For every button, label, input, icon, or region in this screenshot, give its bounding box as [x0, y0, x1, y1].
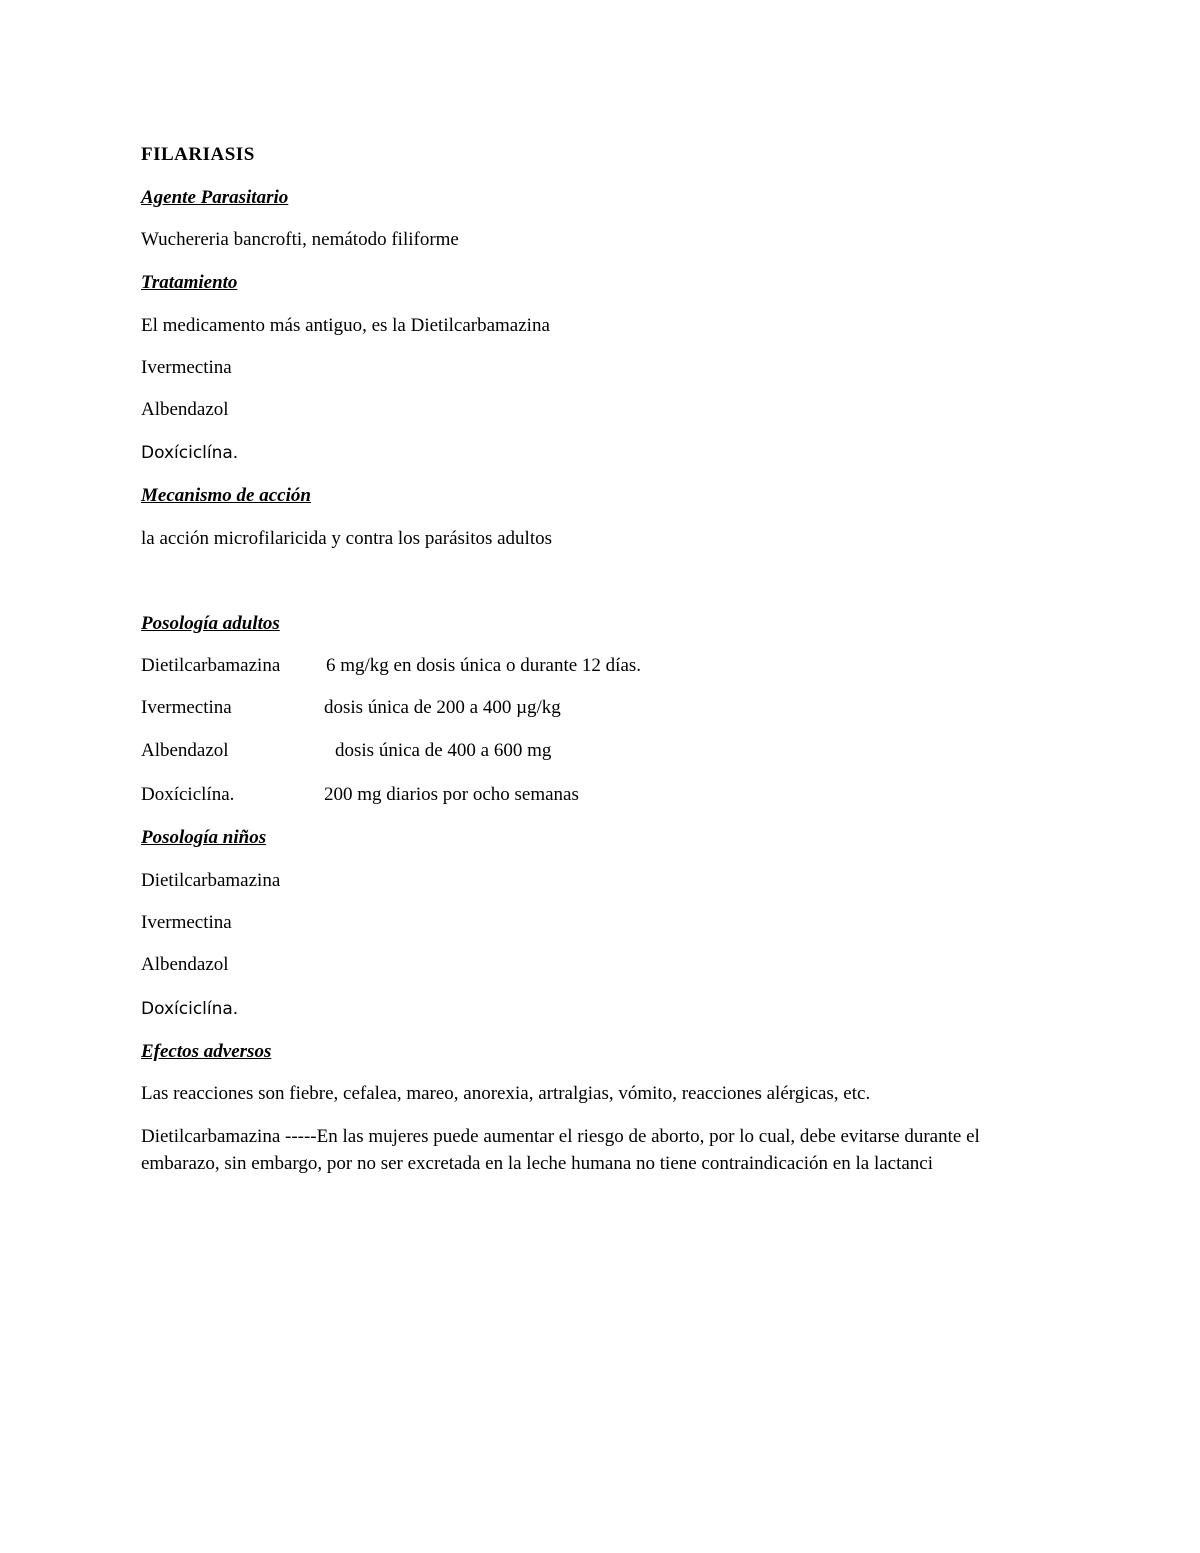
dose-row-value: dosis única de 200 a 400 µg/kg — [324, 697, 561, 718]
document-title: FILARIASIS — [141, 144, 255, 165]
dose-row-drug: Dietilcarbamazina — [141, 655, 281, 676]
efectos-text: Las reacciones son fiebre, cefalea, mareo, anorexia, artralgias, vómito, reacciones alérgicas, etc. — [141, 1083, 871, 1104]
dose-row-value: 6 mg/kg en dosis única o durante 12 días. — [326, 655, 642, 676]
tratamiento-item: Doxíciclína. — [141, 443, 239, 463]
heading-posologia-ninos: Posología niños — [141, 827, 267, 848]
tratamiento-item: Albendazol — [141, 399, 229, 420]
tratamiento-item: El medicamento más antiguo, es la Dietilcarbamazina — [141, 315, 550, 336]
tratamiento-item: Ivermectina — [141, 357, 232, 378]
dose-row-drug: Albendazol — [141, 740, 229, 761]
dose-row-value: 200 mg diarios por ocho semanas — [324, 784, 579, 805]
heading-tratamiento: Tratamiento — [141, 272, 238, 293]
dose-row-value: dosis única de 400 a 600 mg — [335, 740, 552, 761]
mecanismo-text: la acción microfilaricida y contra los parásitos adultos — [141, 528, 552, 549]
ninos-item: Doxíciclína. — [141, 999, 239, 1019]
efectos-paragraph: Dietilcarbamazina -----En las mujeres puede aumentar el riesgo de aborto, por lo cual, debe evitarse durante el embarazo, sin embargo, por no ser excretada en la leche humana no tiene contraindicación en la lactanci — [141, 1126, 980, 1174]
ninos-item: Ivermectina — [141, 912, 232, 933]
dose-row-drug: Ivermectina — [141, 697, 232, 718]
heading-mecanismo: Mecanismo de acción — [141, 485, 311, 506]
ninos-item: Dietilcarbamazina — [141, 870, 281, 891]
dose-row-drug: Doxíciclína. — [141, 784, 235, 805]
ninos-item: Albendazol — [141, 954, 229, 975]
heading-posologia-adultos: Posología adultos — [141, 613, 280, 634]
heading-efectos-adversos: Efectos adversos — [141, 1041, 272, 1062]
heading-agente-parasitario: Agente Parasitario — [141, 187, 289, 208]
agente-text: Wuchereria bancrofti, nemátodo filiforme — [141, 229, 459, 250]
